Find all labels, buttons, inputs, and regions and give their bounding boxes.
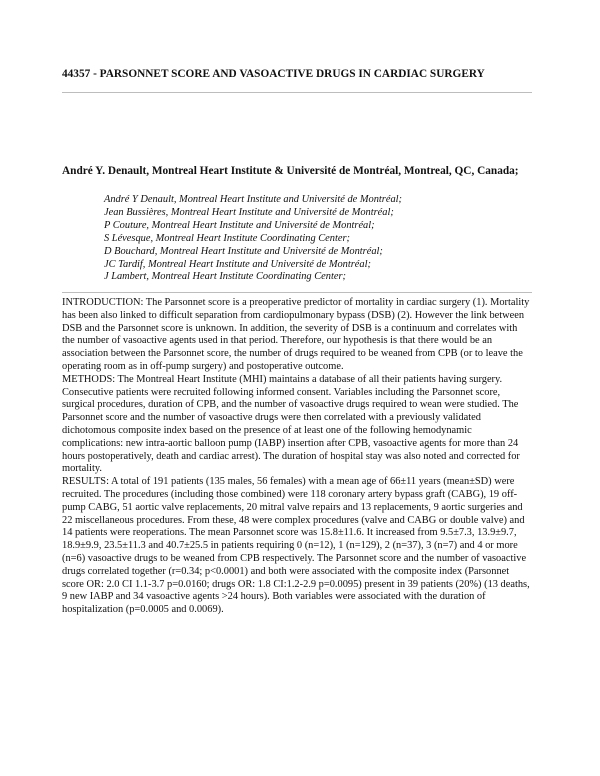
abstract-title: 44357 - PARSONNET SCORE AND VASOACTIVE DRUGS IN CARDIAC SURGERY — [62, 68, 485, 80]
title-divider — [62, 92, 532, 93]
author-list — [104, 194, 544, 284]
authors-divider — [62, 292, 532, 293]
abstract-body — [62, 297, 532, 617]
author-line: P Couture, Montreal Heart Institute and Université de Montréal; — [104, 219, 375, 231]
author-line: JC Tardif, Montreal Heart Institute and Université de Montréal; — [104, 258, 371, 270]
author-line: D Bouchard, Montreal Heart Institute and Université de Montréal; — [104, 245, 383, 257]
methods-paragraph: METHODS: The Montreal Heart Institute (MHI) maintains a database of all their patients having surgery. Consecutive patients were recruited following informed consent. Variables including the Parsonnet score, surgical procedures, duration of CPB, and the number of vasoactive drugs required to wean were studied. The Parsonnet score and the number of vasoactive drugs were then correlated with a previously validated dichotomous composite index based on the presence of at least one of the following hemodynamic complications: new intra-aortic balloon pump (IABP) insertion after CPB, vasoactive agents for more than 24 hours postoperatively, death and cardiac arrest). The duration of hospital stay was also noted and corrected for mortality. — [62, 373, 520, 475]
presenting-author: André Y. Denault, Montreal Heart Institute & Université de Montréal, Montreal, QC, Canada; — [62, 165, 519, 177]
author-line: S Lévesque, Montreal Heart Institute Coordinating Center; — [104, 232, 350, 244]
author-line: Jean Bussières, Montreal Heart Institute and Université de Montréal; — [104, 206, 394, 218]
author-line: André Y Denault, Montreal Heart Institute and Université de Montréal; — [104, 194, 403, 205]
results-paragraph: RESULTS: A total of 191 patients (135 males, 56 females) with a mean age of 66±11 years (mean±SD) were recruited. The procedures (including those combined) were 118 coronary artery bypass graft (CABG), 19 off-pump CABG, 51 aortic valve replacements, 20 mitral valve repairs and 13 replacements, 9 aortic surgeries and 22 miscellaneous procedures. From these, 48 were complex procedures (valve and CABG or double valve) and 14 patients were reoperations. The mean Parsonnet score was 15.8±11.6. It increased from 9.5±7.3, 13.9±9.7, 18.9±9.9, 23.5±11.3 and 40.7±25.5 in patients requiring 0 (n=12), 1 (n=129), 2 (n=37), 3 (n=7) and 4 or more (n=6) vasoactive drugs to be weaned from CPB respectively. The Parsonnet score and the number of vasoactive drugs correlated together (r=0.34; p<0.0001) and both were associated with the composite index (Parsonnet score OR: 2.0 CI 1.1-3.7 p=0.0160; drugs OR: 1.8 CI:1.2-2.9 p=0.0095) present in 39 patients (20%) (13 deaths, 9 new IABP and 34 vasoactive agents >24 hours). Both variables were associated with the duration of hospitalization (p=0.0005 and 0.0069). — [62, 476, 530, 616]
introduction-paragraph: INTRODUCTION: The Parsonnet score is a preoperative predictor of mortality in cardiac surgery (1). Mortality has been also linked to difficult separation from cardiopulmonary bypass (DSB) (2). However the link between DSB and the Parsonnet score is unknown. In addition, the severity of DSB is a continuum and correlates with the number of vasoactive agents used in that period. Therefore, our hypothesis is that there would be an association between the Parsonnet score, the number of drugs required to be weaned from CPB (or to leave the operating room as in off-pump surgery) and postoperative outcome. — [62, 297, 530, 372]
author-line: J Lambert, Montreal Heart Institute Coordinating Center; — [104, 271, 346, 283]
